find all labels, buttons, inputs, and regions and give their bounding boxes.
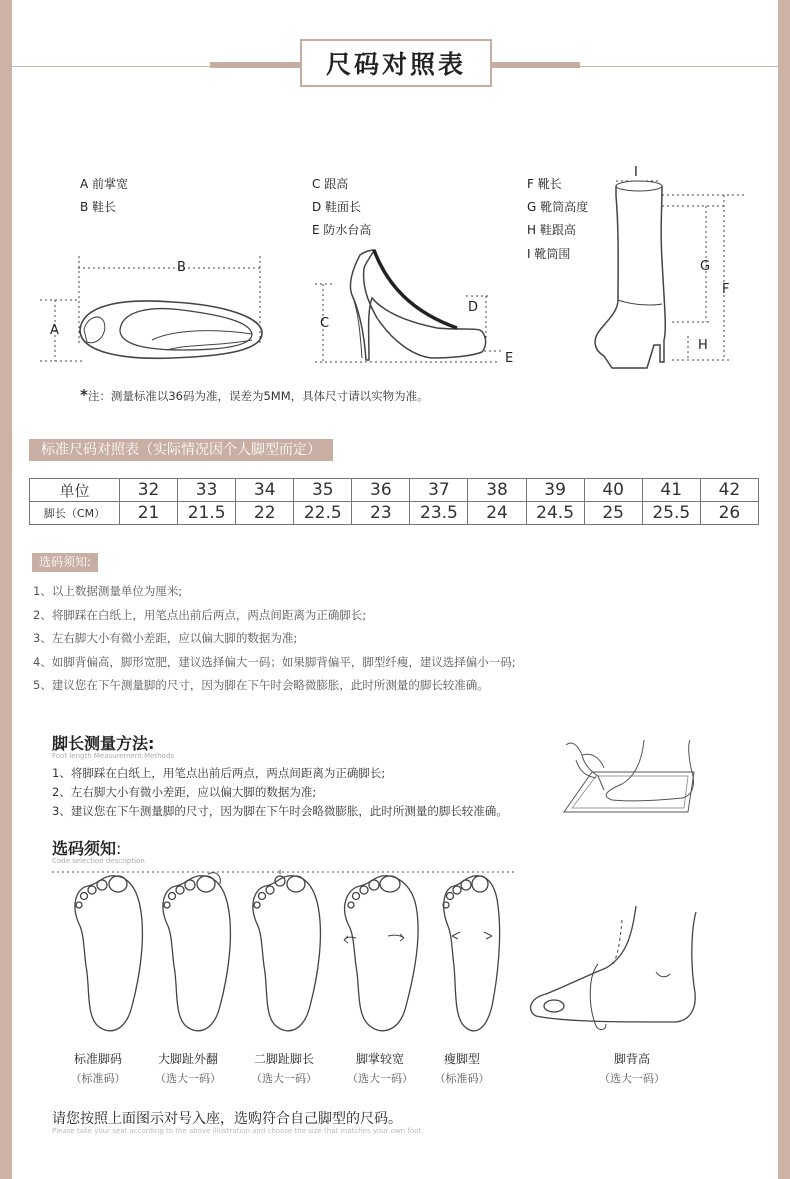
length-cell: 24.5 <box>526 502 584 525</box>
dim-label-d: D <box>468 300 479 315</box>
measurement-item: 2、左右脚大小有微小差距，应以偏大脚的数据为准; <box>52 785 317 799</box>
legend-i: I 靴筒围 <box>527 247 571 261</box>
legend-a: A 前掌宽 <box>80 177 129 191</box>
legend-e: E 防水台高 <box>312 223 372 237</box>
closing-instruction-en: Please take your seat according to the above illustration and choose the size that matches your own foot. <box>52 1127 424 1135</box>
tip-item: 1、以上数据测量单位为厘米; <box>33 584 183 598</box>
note-star: * <box>80 386 88 404</box>
size-cell: 32 <box>120 479 178 502</box>
foot-type-high-instep <box>582 1050 682 1086</box>
length-cell: 24 <box>468 502 526 525</box>
dim-label-e: E <box>505 351 514 366</box>
foot-types-title-colon: : <box>116 839 122 858</box>
tip-item: 2、将脚踩在白纸上，用笔点出前后两点，两点间距离为正确脚长; <box>33 607 367 622</box>
dim-label-a: A <box>50 323 59 338</box>
size-cell: 38 <box>468 479 526 502</box>
foot-type-name: 二脚趾脚长 <box>253 1052 314 1066</box>
foot-type-advice: （选大一码） <box>347 1072 413 1085</box>
size-chart-title: 标准尺码对照表（实际情况因个人脚型而定） <box>29 439 333 461</box>
foot-type-slim <box>412 1050 512 1086</box>
length-cell: 21 <box>120 502 178 525</box>
foot-types-illustration <box>12 0 778 1179</box>
foot-type-advice: （选大一码） <box>599 1072 665 1085</box>
length-cell: 25 <box>584 502 642 525</box>
legend-h: H 鞋跟高 <box>527 223 576 237</box>
length-cell: 25.5 <box>642 502 700 525</box>
closing-instruction: 请您按照上面图示对号入座，选购符合自己脚型的尺码。 <box>52 1111 402 1127</box>
measurement-subtitle: Foot length Measurement Methods <box>52 752 175 760</box>
dim-label-i: I <box>634 165 638 180</box>
foot-type-long-second-toe <box>234 1050 334 1086</box>
size-guide-page <box>12 0 778 1179</box>
foot-type-name: 大脚趾外翻 <box>157 1052 218 1066</box>
foot-type-advice: （标准码） <box>434 1072 490 1085</box>
foot-bunion <box>163 873 230 1031</box>
foot-type-bunion <box>138 1050 238 1086</box>
legend-d: D 鞋面长 <box>312 200 362 214</box>
length-cell: 22.5 <box>294 502 352 525</box>
foot-standard <box>75 876 142 1031</box>
foot-type-name: 脚掌较宽 <box>355 1052 404 1066</box>
foot-type-advice: （选大一码） <box>155 1072 221 1085</box>
foot-type-advice: （选大一码） <box>251 1072 317 1085</box>
size-cell: 34 <box>236 479 294 502</box>
length-cell: 21.5 <box>178 502 236 525</box>
size-cell: 37 <box>410 479 468 502</box>
size-cell: 33 <box>178 479 236 502</box>
size-row-label: 单位 <box>30 479 120 502</box>
size-cell: 41 <box>642 479 700 502</box>
foot-high-instep <box>531 906 696 1030</box>
foot-type-standard <box>48 1050 148 1086</box>
size-cell: 39 <box>526 479 584 502</box>
foot-types-subtitle: Code selection description <box>52 857 145 865</box>
length-cell: 22 <box>236 502 294 525</box>
length-row-label: 脚长（CM） <box>30 502 120 525</box>
tip-item: 3、左右脚大小有微小差距，应以偏大脚的数据为准; <box>33 631 298 645</box>
legend-c: C 跟高 <box>312 177 349 191</box>
foot-type-name: 瘦脚型 <box>443 1052 480 1066</box>
selection-tips-title: 选码须知: <box>32 553 98 572</box>
length-cell: 23.5 <box>410 502 468 525</box>
length-cell: 23 <box>352 502 410 525</box>
note-text: 注：测量标准以36码为准，误差为5MM，具体尺寸请以实物为准。 <box>87 389 429 403</box>
foot-types-title-text: 选码须知 <box>52 839 117 858</box>
size-cell: 42 <box>700 479 758 502</box>
legend-g: G 靴筒高度 <box>527 200 589 214</box>
page-title: 尺码对照表 <box>300 39 492 87</box>
measurement-item: 1、将脚踩在白纸上，用笔点出前后两点，两点间距离为正确脚长; <box>52 766 386 780</box>
legend-b: B 鞋长 <box>80 200 117 214</box>
measurement-title: 脚长测量方法: <box>52 734 155 753</box>
dim-label-g: G <box>700 259 711 274</box>
foot-slim <box>443 876 500 1031</box>
dim-label-c: C <box>320 316 330 331</box>
legend-f: F 靴长 <box>527 177 562 191</box>
tip-item: 5、建议您在下午测量脚的尺寸，因为脚在下午时会略微膨胀，此时所测量的脚长较准确。 <box>33 678 489 692</box>
length-cell: 26 <box>700 502 758 525</box>
tip-item: 4、如脚背偏高，脚形宽肥，建议选择偏大一码；如果脚背偏平，脚型纤瘦，建议选择偏小一码; <box>33 654 516 669</box>
foot-wide <box>344 876 418 1031</box>
dim-label-f: F <box>722 282 730 297</box>
size-cell: 36 <box>352 479 410 502</box>
foot-type-advice: （标准码） <box>70 1072 126 1085</box>
foot-long-second-toe <box>253 870 320 1031</box>
size-cell: 40 <box>584 479 642 502</box>
measurement-item: 3、建议您在下午测量脚的尺寸，因为脚在下午时会略微膨胀，此时所测量的脚长较准确。 <box>52 804 508 818</box>
dim-label-h: H <box>698 338 708 353</box>
foot-type-name: 脚背高 <box>613 1052 650 1066</box>
foot-type-name: 标准脚码 <box>73 1052 122 1066</box>
dim-label-b: B <box>177 260 186 275</box>
size-cell: 35 <box>294 479 352 502</box>
